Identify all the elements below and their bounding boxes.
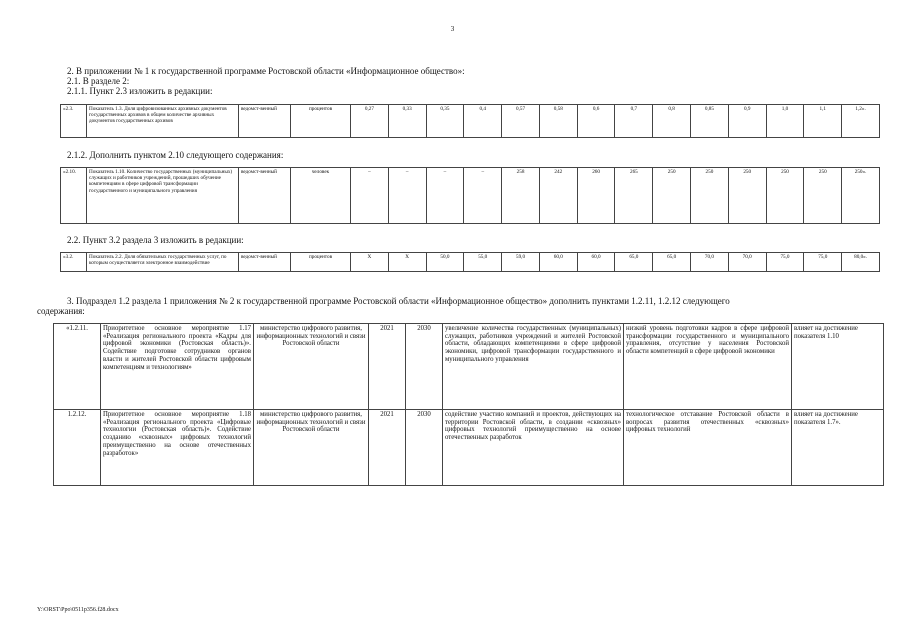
expected-result: увеличение количества государственных (муниципальных) служащих, работников учреждений и жителей Ростовской области, обладающих компетенциями в сфере цифровой экономики, цифровой трансформации государственного и муниципального управления <box>443 324 624 410</box>
row-number: «2.10. <box>61 168 87 224</box>
indicator-name: Показатель 1.3. Доля цифровизованных архивных документов государственных архивов в общем количестве архивных документов государственных архивов <box>87 105 239 138</box>
unit: человек <box>291 168 351 224</box>
value-cell: 75,0 <box>766 253 804 272</box>
value-cell: 50,0 <box>426 253 464 272</box>
value-cell: – <box>388 168 426 224</box>
consequence: низкий уровень подготовки кадров в сфере цифровой трансформации государственного и муниципального управления, отсутствие у населения Ростовской области компетенций в сфере цифровой экономики <box>624 324 792 410</box>
indicator-type: ведомст-венный <box>239 168 291 224</box>
value-cell: 70,0 <box>728 253 766 272</box>
value-cell: 0,9 <box>728 105 766 138</box>
start-year: 2021 <box>369 410 406 486</box>
end-year: 2030 <box>406 410 443 486</box>
value-cell: 250 <box>766 168 804 224</box>
value-cell: 60,0 <box>539 253 577 272</box>
value-cell: 0,58 <box>539 105 577 138</box>
value-cell: 242 <box>539 168 577 224</box>
value-cell: 0,7 <box>615 105 653 138</box>
indicator-link: влияет на достижение показателя 1.10 <box>792 324 884 410</box>
indicator-table-3-2 <box>60 252 880 272</box>
unit: процентов <box>291 105 351 138</box>
measures-table <box>53 323 884 486</box>
value-cell: 0,33 <box>388 105 426 138</box>
value-cell: – <box>464 168 502 224</box>
table-row <box>54 410 884 486</box>
value-cell: Х <box>351 253 389 272</box>
value-cell: 75,0 <box>804 253 842 272</box>
unit: процентов <box>291 253 351 272</box>
heading-2: 2.1. В разделе 2: <box>67 76 130 86</box>
value-cell: 250». <box>842 168 880 224</box>
table-row <box>54 324 884 410</box>
value-cell: 0,8 <box>653 105 691 138</box>
value-cell: 0,35 <box>426 105 464 138</box>
executor: министерство цифрового развития, информационных технологий и связи Ростовской области <box>254 324 369 410</box>
value-cell: Х <box>388 253 426 272</box>
value-cell: 250 <box>804 168 842 224</box>
heading-5: 2.2. Пункт 3.2 раздела 3 изложить в редакции: <box>67 235 244 245</box>
value-cell: 258 <box>502 168 540 224</box>
value-cell: – <box>351 168 389 224</box>
indicator-type: ведомст-венный <box>239 253 291 272</box>
value-cell: 0,27 <box>351 105 389 138</box>
value-cell: 265 <box>615 168 653 224</box>
value-cell: 0,4 <box>464 105 502 138</box>
indicator-link: влияет на достижение показателя 1.7». <box>792 410 884 486</box>
page-number: 3 <box>450 25 455 33</box>
heading-4: 2.1.2. Дополнить пунктом 2.10 следующего содержания: <box>67 150 284 160</box>
value-cell: 60,0 <box>577 253 615 272</box>
indicator-table-2-10 <box>60 167 880 224</box>
measure-name: Приоритетное основное мероприятие 1.17 «Реализация регионального проекта «Кадры для цифровой экономики (Ростовская область)». Содействие подготовке сотрудников органов власти и жителей Ростовской области цифровым компетенциям и технологиям» <box>101 324 254 410</box>
value-cell: 0,85 <box>691 105 729 138</box>
value-cell: 55,0 <box>464 253 502 272</box>
end-year: 2030 <box>406 324 443 410</box>
value-cell: 0,57 <box>502 105 540 138</box>
heading-6-line-2: содержания: <box>37 306 85 316</box>
value-cell: 65,0 <box>615 253 653 272</box>
table-row <box>61 105 880 138</box>
value-cell: 65,0 <box>653 253 691 272</box>
heading-6-line-1: 3. Подраздел 1.2 раздела 1 приложения № 2 к государственной программе Ростовской области «Информационное общество» дополнить пунктами 1.2.11, 1.2.12 следующего <box>67 296 730 306</box>
value-cell: 250 <box>691 168 729 224</box>
indicator-table-2-3 <box>60 104 880 138</box>
value-cell: 0,6 <box>577 105 615 138</box>
table-row <box>61 168 880 224</box>
row-number: «1.2.11. <box>54 324 101 410</box>
heading-3: 2.1.1. Пункт 2.3 изложить в редакции: <box>67 86 213 96</box>
value-cell: 80,0». <box>842 253 880 272</box>
executor: министерство цифрового развития, информационных технологий и связи Ростовской области <box>254 410 369 486</box>
heading-1: 2. В приложении № 1 к государственной программе Ростовской области «Информационное общество»: <box>67 66 465 76</box>
indicator-type: ведомст-венный <box>239 105 291 138</box>
start-year: 2021 <box>369 324 406 410</box>
row-number: 1.2.12. <box>54 410 101 486</box>
expected-result: содействие участию компаний и проектов, действующих на территории Ростовской области, в создании «сквозных» цифровых технологий преимущественно на основе отечественных разработок <box>443 410 624 486</box>
value-cell: 1,2». <box>842 105 880 138</box>
value-cell: 59,0 <box>502 253 540 272</box>
measure-name: Приоритетное основное мероприятие 1.18 «Реализация регионального проекта «Цифровые технологии (Ростовская область)». Содействие созданию «сквозных» цифровых технологий преимущественно на основе отечественных разработок» <box>101 410 254 486</box>
value-cell: 1,1 <box>804 105 842 138</box>
footer-file-path: Y:\ORST\Ppo\0511p356.f28.docx <box>37 607 119 613</box>
value-cell: 1,0 <box>766 105 804 138</box>
value-cell: 250 <box>728 168 766 224</box>
value-cell: 260 <box>577 168 615 224</box>
value-cell: 250 <box>653 168 691 224</box>
indicator-name: Показатель 1.10. Количество государственных (муниципальных) служащих и работников учреждений, прошедших обучение компетенциям в сфере цифровой трансформации государственного и муниципального управления <box>87 168 239 224</box>
value-cell: – <box>426 168 464 224</box>
consequence: технологическое отставание Ростовской области в вопросах развития отечественных «сквозных» цифровых технологий <box>624 410 792 486</box>
indicator-name: Показатель 2.2. Доля обязательных государственных услуг, по которым осуществляется электронное взаимодействие <box>87 253 239 272</box>
table-row <box>61 253 880 272</box>
row-number: «3.2. <box>61 253 87 272</box>
value-cell: 70,0 <box>691 253 729 272</box>
row-number: «2.3. <box>61 105 87 138</box>
